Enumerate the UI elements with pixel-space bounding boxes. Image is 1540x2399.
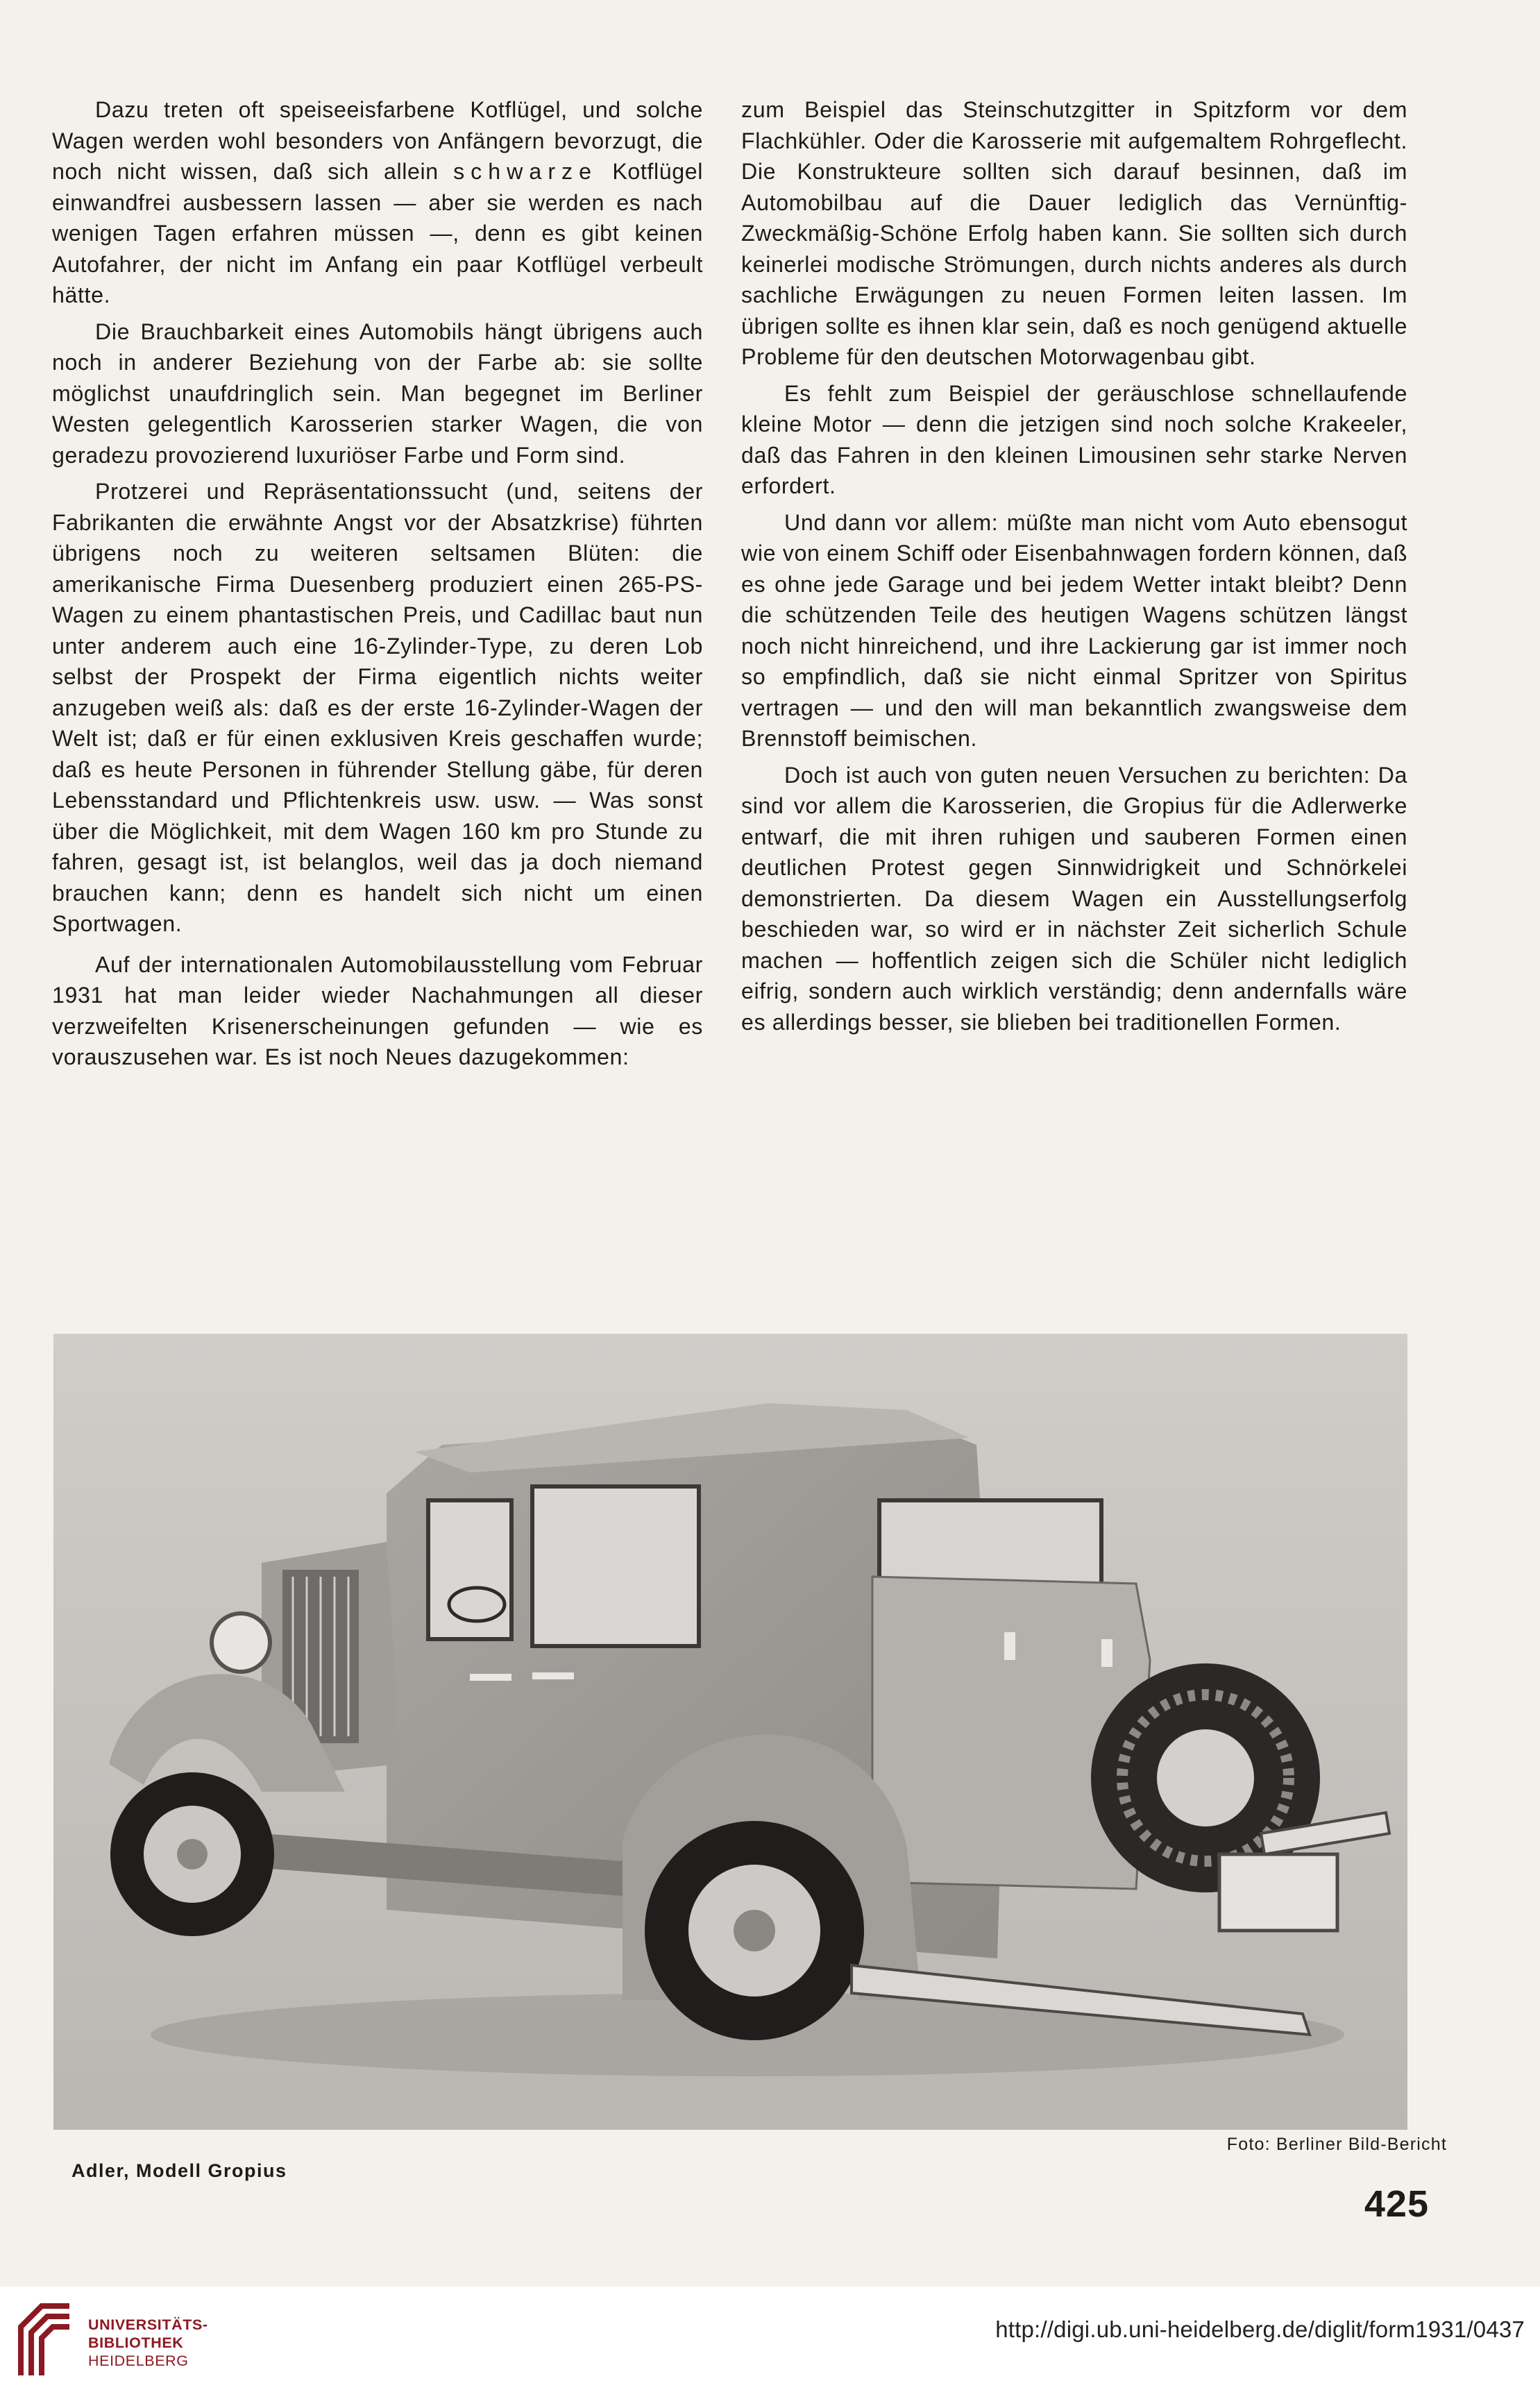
library-footer — [0, 2287, 1540, 2399]
library-name: UNIVERSITÄTS- BIBLIOTHEK HEIDELBERG — [88, 2316, 208, 2369]
figure-caption: Adler, Modell Gropius — [71, 2160, 287, 2181]
text-column-right — [741, 94, 1407, 1043]
paragraph: Es fehlt zum Beispiel der geräuschlose schnellaufende kleine Motor — denn die jetzigen sind noch solche Krakeeler, daß das Fahren in den kleinen Limousinen sehr starke Nerven erfordert. — [741, 380, 1407, 498]
car-photograph — [53, 1334, 1407, 2130]
photo-credit: Foto: Berliner Bild-Bericht — [1226, 2135, 1447, 2154]
text-column-left — [52, 94, 703, 1078]
car-illustration — [53, 1334, 1407, 2130]
paragraph: Die Brauchbarkeit eines Automobils hängt übrigens auch noch in anderer Beziehung von der Farbe ab: sie sollte möglichst unaufdringlich sein. Man begegnet im Berliner Westen gelegentlich Karosserien starker Wagen, die von geradezu provozierend luxuriöser Farbe und Form sind. — [52, 319, 703, 468]
paragraph: Protzerei und Repräsentationssucht (und, seitens der Fabrikanten die erwähnte Angst vor der Absatzkrise) führten übrigens noch zu weiteren seltsamen Blüten: die amerikanische Firma Duesenberg produziert einen 265-PS-Wagen zu einem phantastischen Preis, und Cadillac baut nun unter anderem auch eine 16-Zylinder-Type, zu deren Lob selbst der Prospekt der Firma eigentlich nichts weiter anzugeben weiß als: daß es der erste 16-Zylinder-Wagen der Welt ist; daß er für einen exklusiven Kreis geschaffen wurde; daß es heute Personen in führender Stellung gäbe, für deren Lebensstandard und Pflichtenkreis usw. usw. — Was sonst über die Möglichkeit, mit dem Wagen 160 km pro Stunde zu fahren, gesagt ist, ist belanglos, weil das ja doch niemand brauchen kann; denn es handelt sich nicht um einen Sportwagen. — [52, 479, 703, 936]
source-url[interactable]: http://digi.ub.uni-heidelberg.de/diglit/form1931/0437 — [995, 2316, 1525, 2342]
paragraph: Und dann vor allem: müßte man nicht vom Auto ebensogut wie von einem Schiff oder Eisenbahnwagen fordern können, daß es ohne jede Garage und bei jedem Wetter intakt bleibt? Denn die schützenden Teile des heutigen Wagens schützen längst noch nicht hinreichend, und ihre Lackierung gar ist immer noch so empfindlich, daß sie nicht einmal Spritzer von Spiritus vertragen — und den will man bekanntlich zwangsweise dem Brennstoff beimischen. — [741, 509, 1407, 751]
page-number: 425 — [1364, 2183, 1429, 2225]
paragraph: Auf der internationalen Automobilausstellung vom Februar 1931 hat man leider wieder Nachahmungen all dieser verzweifelten Krisenerscheinungen gefunden — wie es vorauszusehen war. Es ist noch Neues dazugekommen: — [52, 951, 703, 1069]
paragraph: Doch ist auch von guten neuen Versuchen zu berichten: Da sind vor allem die Karosserien, die Gropius für die Adlerwerke entwarf, die mit ihren ruhigen und sauberen Formen einen deutlichen Protest gegen Sinnwidrigkeit und Schnörkelei demonstrierten. Da diesem Wagen ein Ausstellungserfolg beschieden war, so wird er in nächster Zeit sicherlich Schule machen — hoffentlich zeigen sich die Schüler nicht lediglich eifrig, sondern auch wirklich verständig; denn andernfalls wäre es allerdings besser, sie blieben bei traditionellen Formen. — [741, 762, 1407, 1035]
paragraph: zum Beispiel das Steinschutzgitter in Spitzform vor dem Flachkühler. Oder die Karosserie mit aufgemaltem Rohrgeflecht. Die Konstrukteure sollten sich darauf besinnen, daß im Automobilbau auf die Dauer lediglich das Vernünftig-Zweckmäßig-Schöne Erfolg haben kann. Sie sollten sich durch keinerlei modische Strömungen, durch nichts anderes als durch sachliche Erwägungen zu neuen Formen leiten lassen. Im übrigen sollte es ihnen klar sein, daß es noch genügend aktuelle Probleme für den deutschen Motorwagenbau gibt. — [741, 97, 1407, 369]
paragraph: Dazu treten oft speiseeisfarbene Kotflügel, und solche Wagen werden wohl besonders von Anfängern bevorzugt, die noch nicht wissen, daß sich allein schwarze Kotflügel einwandfrei ausbessern lassen — aber sie werden es nach wenigen Tagen erfahren müssen —, denn es gibt keinen Autofahrer, der nicht im Anfang ein paar Kotflügel verbeult hätte. — [52, 97, 703, 307]
library-logo-icon — [14, 2299, 76, 2382]
emphasized-word: schwarze — [453, 159, 598, 184]
